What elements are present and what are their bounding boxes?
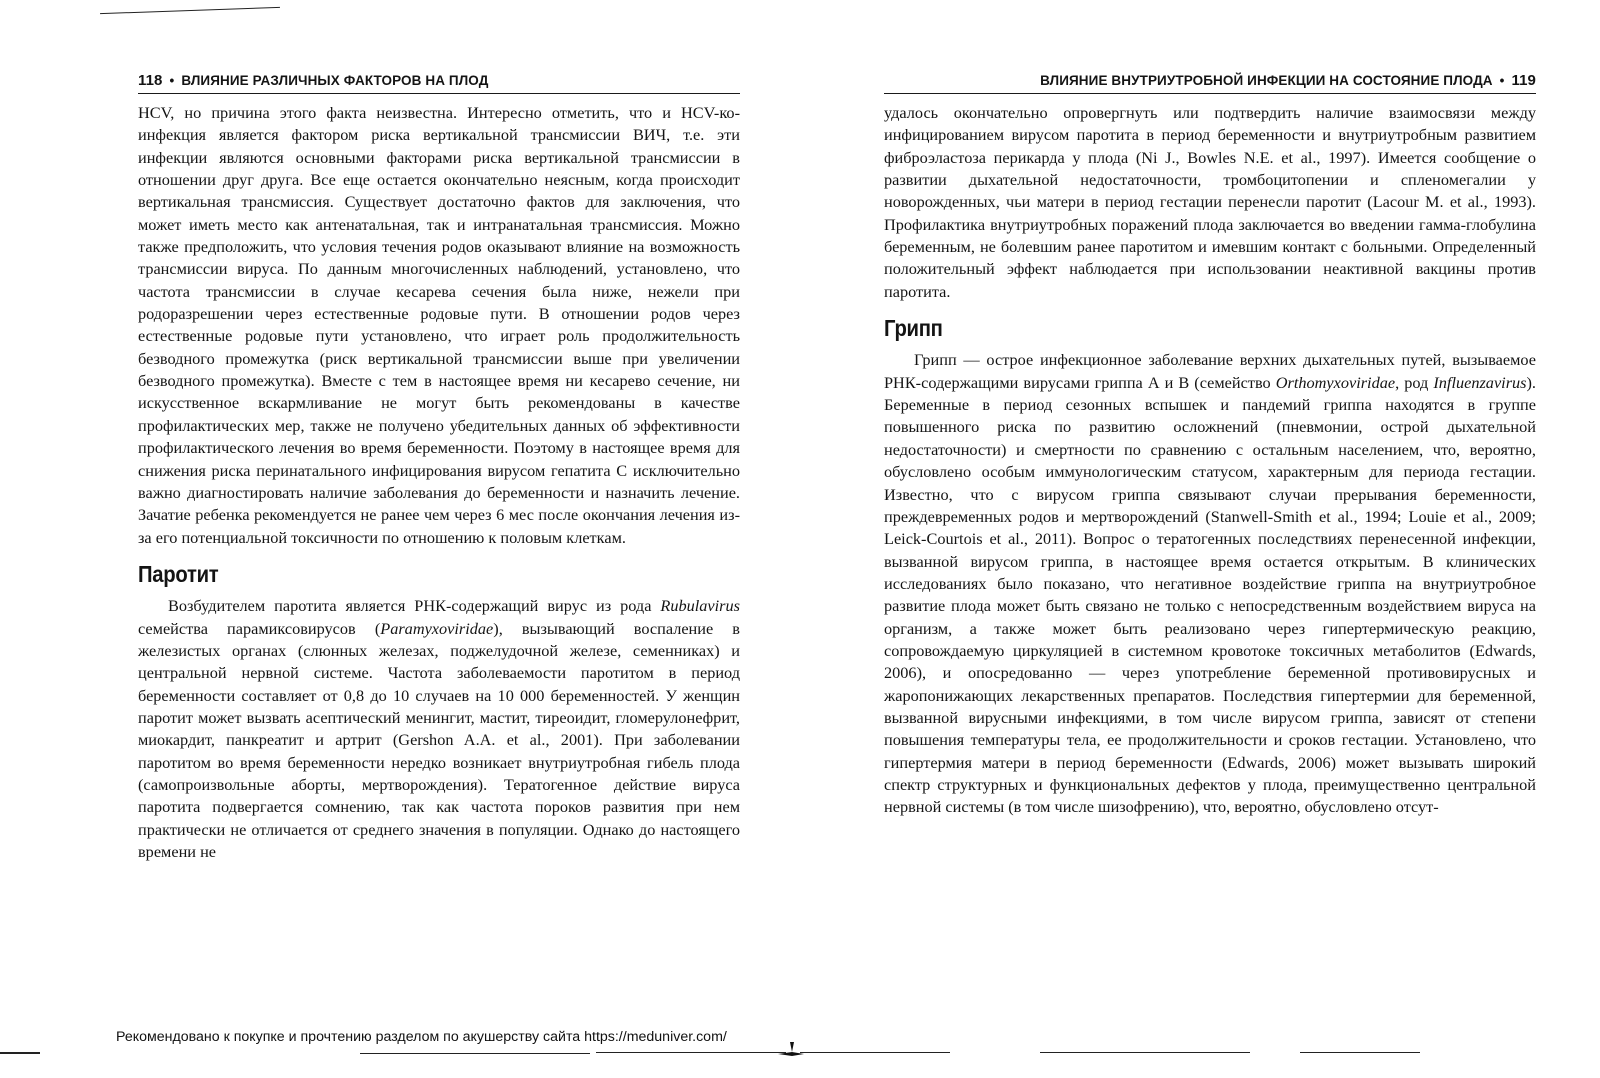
left-page [138,72,740,863]
scan-bottom-line [0,1052,40,1054]
right-head-separator: • [1499,73,1505,88]
scan-bottom-line [1300,1052,1420,1053]
section-heading-mumps: Паротит [138,560,219,587]
flu-italic-genus: Influenzavirus [1433,372,1527,392]
mumps-text-2: семейства парамиксовирусов ( [138,618,381,638]
mumps-text-3: ), вызывающий воспаление в железистых органах (слюнных железах, поджелудочной железе, семенниках) и центральной нервной системе. Частота заболеваемости паротитом в период беременности составляет от 0,8 до 10 случаев на 10 000 беременностей. У женщин паротит может вызвать асептический менингит, мастит, тиреоидит, гломерулонефрит, миокардит, панкреатит и артрит (Gershon A.A. et al., 2001). При заболевании паротитом во время беременности нередко возникает внутриутробная гибель плода (самопроизвольные аборты, мертворождения). Тератогенное действие вируса паротита подвергается сомнению, так как частота пороков развития при нем практически не отличается от среднего значения в популяции. Однако до настоящего времени не [138,618,740,861]
right-running-head-title: ВЛИЯНИЕ ВНУТРИУТРОБНОЙ ИНФЕКЦИИ НА СОСТОЯНИЕ ПЛОДА [1040,73,1493,88]
flu-italic-family: Orthomyxoviridae [1275,372,1396,392]
corner-fold-icon [778,1040,804,1060]
left-paragraph-mumps [138,595,740,863]
scan-edge-line [100,7,280,14]
right-running-head [884,72,1536,94]
footer-recommendation-note: Рекомендовано к покупке и прочтению разделом по акушерству сайта https://meduniver.com/ [116,1029,727,1045]
mumps-italic-genus: Rubulavirus [660,596,740,616]
mumps-text-1: Возбудителем паротита является РНК-содержащий вирус из рода [168,596,661,616]
right-body-text [884,102,1536,819]
right-running-head-group [1040,72,1536,89]
right-page [884,72,1536,819]
scan-bottom-line [1040,1052,1250,1053]
scan-bottom-line [596,1052,786,1053]
flu-text-1: Грипп — острое инфекционное заболевание верхних дыхательных путей, вызываемое РНК-содержащими вирусами гриппа А и В (семейство [884,350,1536,392]
right-paragraph-flu [884,349,1536,818]
right-paragraph-mumps-cont: удалось окончательно опровергнуть или подтвердить наличие взаимосвязи между инфицированием вирусом паротита в период беременности и внутриутробным развитием фиброэластоза перикарда у плода (Ni J., Bowles N.E. et al., 1997). Имеется сообщение о развитии дыхательной недостаточности, тромбоцитопении и спленомегалии у новорожденных, чьи матери в период гестации перенесли паротит (Lacour M. et al., 1993). Профилактика внутриутробных поражений плода заключается во введении гамма-глобулина беременным, не болевшим ранее паротитом и имевшим контакт с больными. Определенный положительный эффект наблюдается при использовании неактивной вакцины против паротита. [884,103,1536,301]
left-running-head-title: ВЛИЯНИЕ РАЗЛИЧНЫХ ФАКТОРОВ НА ПЛОД [181,73,489,88]
left-body-text [138,102,740,863]
mumps-italic-family: Paramyxoviridae [380,618,494,638]
scan-bottom-line [360,1053,590,1054]
flu-text-3: ). Беременные в период сезонных вспышек и пандемий гриппа находятся в группе повышенного риска по развитию осложнений (пневмонии, острой дыхательной недостаточности) и смертности по сравнению с остальным населением, что, вероятно, обусловлено особым иммунологическим статусом, характерным для периода гестации. Известно, что с вирусом гриппа связывают случаи прерывания беременности, преждевременных родов и мертворождений (Stanwell-Smith et al., 1994; Louie et al., 2009; Leick-Courtois et al., 2011). Вопрос о тератогенных последствиях перенесенной инфекции, вызванной вирусом гриппа, в настоящее время остается открытым. В клинических исследованиях было показано, что негативное воздействие гриппа на внутриутробное развитие плода может быть связано не только с непосредственным воздействием вируса на организм, а также может быть реализовано через гипертермическую реакцию, сопровождаемую циркуляцией в системном кровотоке токсичных метаболитов (Edwards, 2006), и опосредованно — через употребление беременной противовирусных и жаропонижающих лекарственных препаратов. Последствия гипертермии для беременной, вызванной вирусными инфекциями, в том числе вирусом гриппа, зависят от степени повышения температуры тела, ее продолжительности и сроков гестации. Установлено, что гипертермия матери в период беременности (Edwards, 2006) может вызывать широкий спектр структурных и функциональных дефектов у плода, преимущественно центральной нервной системы (в том числе шизофрению), что, вероятно, обусловлено отсут- [884,372,1537,817]
left-page-number: 118 [138,72,163,89]
flu-text-2: , род [1395,372,1434,392]
left-running-head-group [138,72,488,89]
section-heading-flu: Грипп [884,315,943,342]
left-paragraph-hcv: HCV, но причина этого факта неизвестна. Интересно отметить, что и HCV-ко-инфекция является фактором риска вертикальной трансмиссии ВИЧ, т.е. эти инфекции являются основными факторами риска вертикальной трансмиссии в отношении друг друга. Все еще остается окончательно неясным, когда происходит вертикальная трансмиссия. Существует достаточно фактов для заключения, что может иметь место как антенатальная, так и интранатальная трансмиссия. Можно также предположить, что условия течения родов оказывают влияние на возможность трансмиссии вируса. По данным многочисленных наблюдений, установлено, что частота трансмиссии в случае кесарева сечения была ниже, нежели при родоразрешении через естественные родовые пути. В отношении родов через естественные родовые пути установлено, что играет роль продолжительность безводного промежутка (риск вертикальной трансмиссии выше при увеличении безводного промежутка). Вместе с тем в настоящее время ни кесарево сечение, ни искусственное вскармливание не могут быть рекомендованы в качестве профилактических мер, также не получено убедительных данных об эффективности профилактического лечения во время беременности. Поэтому в настоящее время для снижения риска перинатального инфицирования вирусом гепатита С исключительно важно диагностировать наличие заболевания до беременности и назначить лечение. Зачатие ребенка рекомендуется не ранее чем через 6 мес после окончания лечения из-за его потенциальной токсичности по отношению к половым клеткам. [138,103,740,547]
right-page-number: 119 [1511,72,1536,89]
scan-bottom-line [800,1052,950,1053]
left-running-head [138,72,740,94]
left-head-separator: • [169,73,175,88]
